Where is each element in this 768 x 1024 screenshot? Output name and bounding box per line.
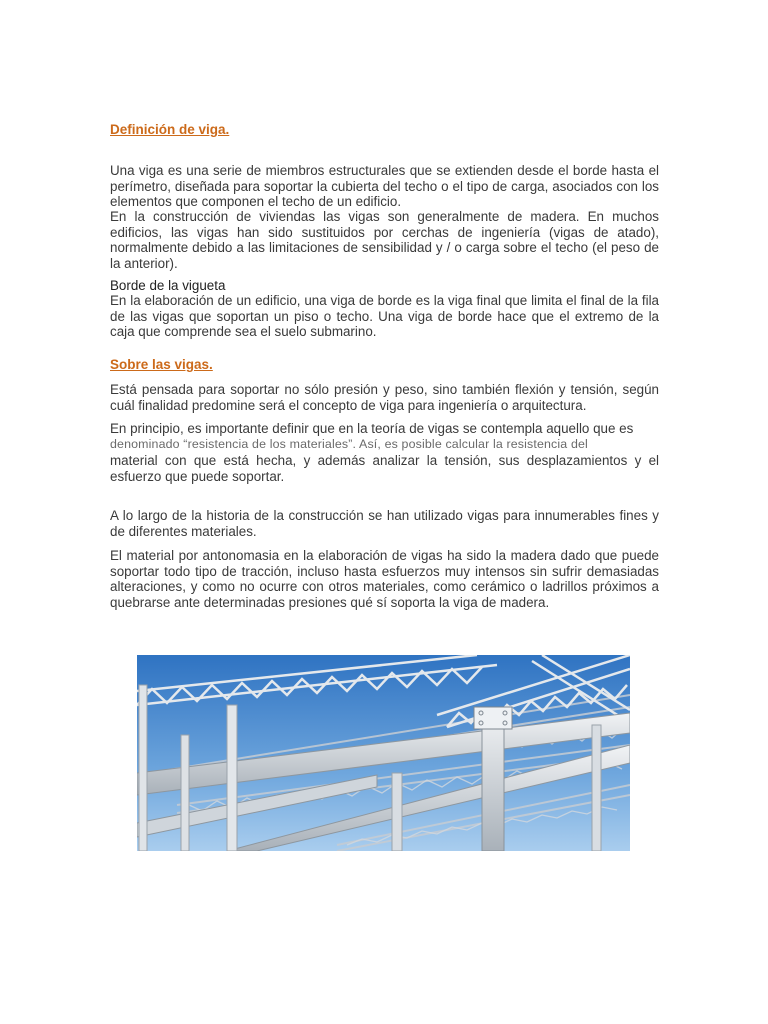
paragraph-historia-construccion: A lo largo de la historia de la construcción se han utilizado vigas para innumerables fines y de diferentes materiales. <box>110 508 659 539</box>
paragraph-definicion: Una viga es una serie de miembros estructurales que se extienden desde el borde hasta el perímetro, diseñada para soportar la cubierta del techo o el tipo de carga, asociados con los elementos que componen el techo de un edificio. <box>110 163 659 210</box>
heading-definicion-de-viga: Definición de viga. <box>110 122 230 137</box>
steel-beams-photo <box>137 655 630 851</box>
paragraph-pensada-para-soportar: Está pensada para soportar no sólo presión y peso, sino también flexión y tensión, según cuál finalidad predomine será el concepto de viga para ingeniería o arquitectura. <box>110 382 659 413</box>
paragraph-borde-vigueta: En la elaboración de un edificio, una viga de borde es la viga final que limita el final de la fila de las vigas que soportan un piso o techo. Una viga de borde hace que el extremo de la caja que comprende sea el suelo submarino. <box>110 293 659 340</box>
paragraph-teoria-de-vigas <box>110 421 659 484</box>
paragraph-material-madera: El material por antonomasia en la elaboración de vigas ha sido la madera dado que puede soportar todo tipo de tracción, incluso hasta esfuerzos muy intensos sin sufrir demasiadas alteraciones, y como no ocurre con otros materiales, como cerámico o ladrillos próximos a quebrarse ante determinadas presiones qué sí soporta la viga de madera. <box>110 548 659 610</box>
connection-plate <box>474 707 512 729</box>
steel-frame-illustration <box>137 655 630 851</box>
heading-sobre-las-vigas: Sobre las vigas. <box>110 357 213 372</box>
teoria-line-2: denominado “resistencia de los materiales”. Así, es posible calcular la resistencia del <box>110 437 588 452</box>
teoria-line-3: material con que está hecha, y además analizar la tensión, sus desplazamientos y el esfuerzo que puede soportar. <box>110 453 659 484</box>
teoria-line-1: En principio, es importante definir que en la teoría de vigas se contempla aquello que es <box>110 421 634 436</box>
subheading-borde-vigueta: Borde de la vigueta <box>110 278 226 293</box>
paragraph-construccion-viviendas: En la construcción de viviendas las vigas son generalmente de madera. En muchos edificios, las vigas han sido sustituidos por cerchas de ingeniería (vigas de atado), normalmente debido a las limitaciones de sensibilidad y / o carga sobre el techo (el peso de la anterior). <box>110 209 659 271</box>
